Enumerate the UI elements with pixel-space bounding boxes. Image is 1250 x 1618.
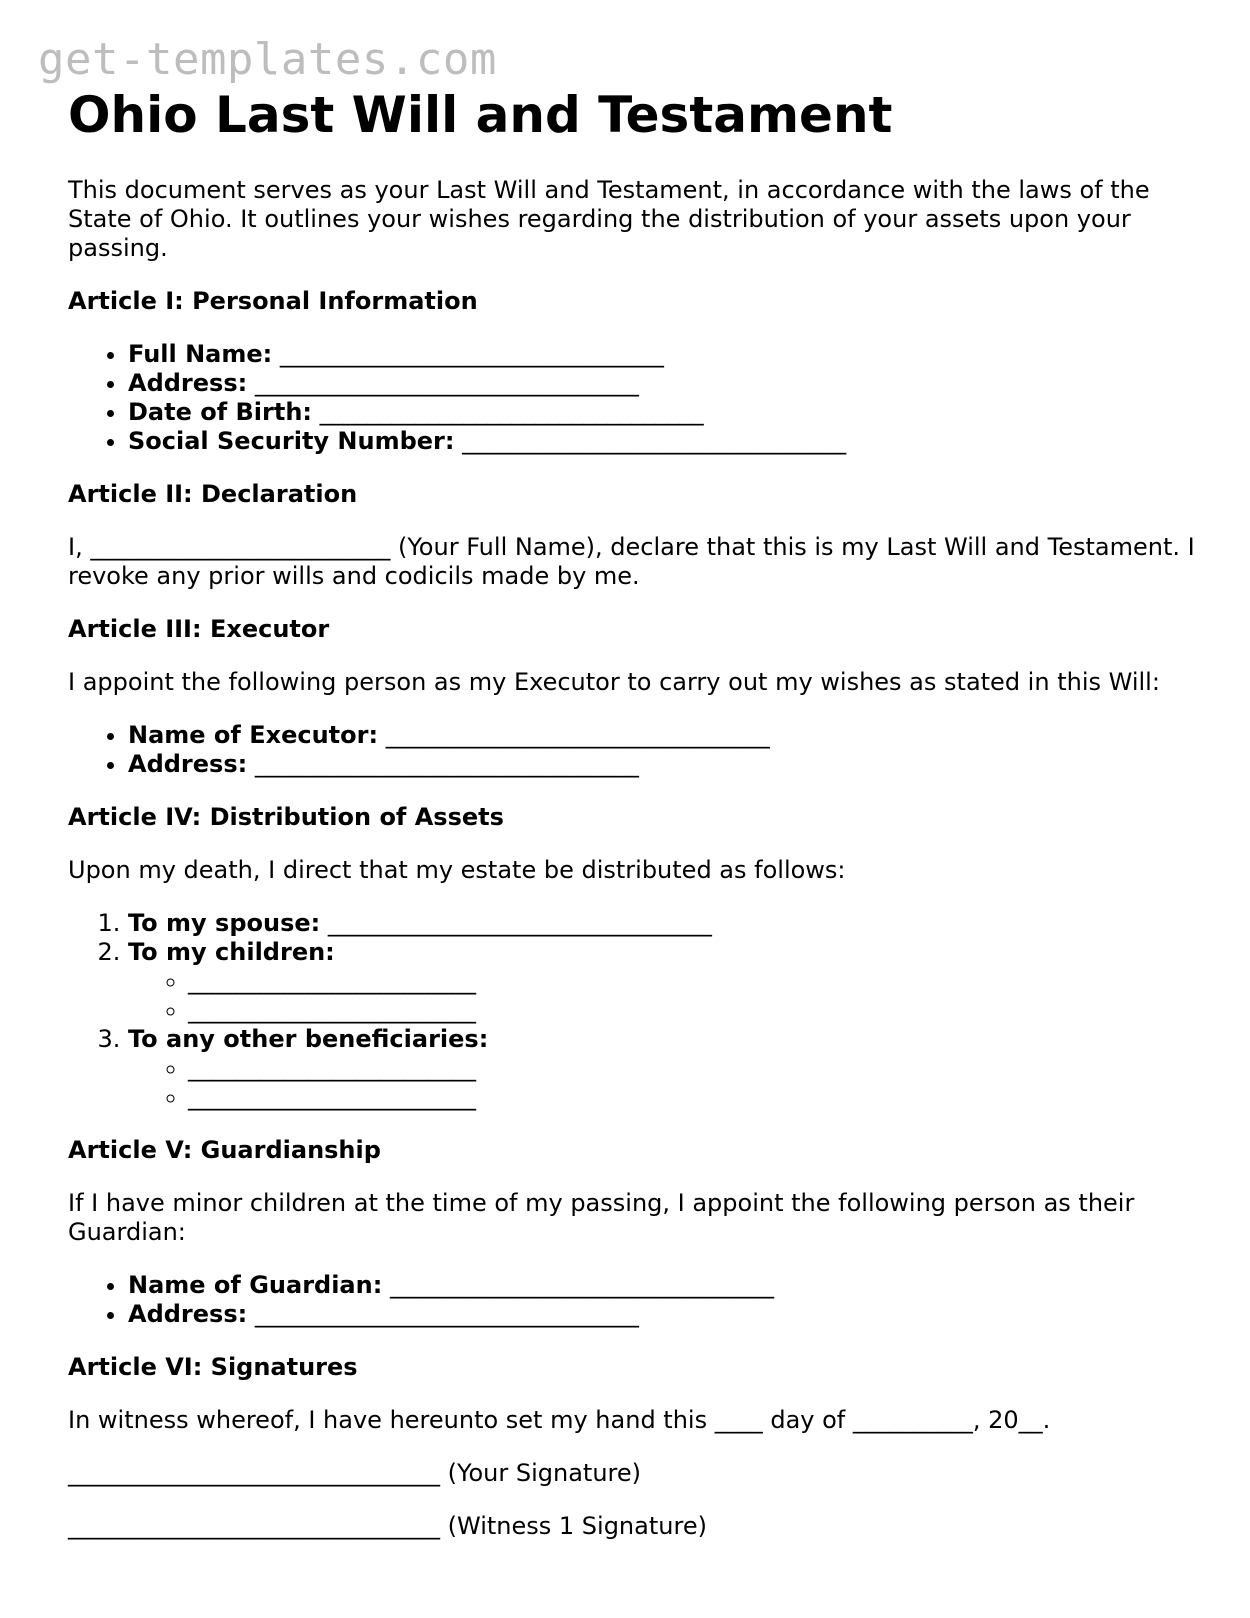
article-1-heading: Article I: Personal Information	[68, 287, 478, 315]
child-blank[interactable]: ________________________	[188, 996, 476, 1024]
beneficiary-blank[interactable]: ________________________	[188, 1083, 476, 1111]
executor-address-blank[interactable]: ________________________________	[254, 750, 639, 778]
list-item	[128, 369, 1198, 398]
signatures-section	[68, 1406, 1198, 1541]
guardian-list	[68, 1271, 1198, 1329]
guardian-name-blank[interactable]: ________________________________	[389, 1271, 774, 1299]
field-label: Name of Guardian:	[128, 1271, 383, 1299]
your-signature-blank[interactable]: _______________________________	[68, 1459, 440, 1487]
article-4-heading: Article IV: Distribution of Assets	[68, 803, 504, 831]
beneficiary-blank[interactable]: ________________________	[188, 1054, 476, 1082]
personal-info-list	[68, 340, 1198, 456]
list-item	[128, 909, 1198, 938]
distribution-paragraph: Upon my death, I direct that my estate be distributed as follows:	[68, 856, 846, 884]
spouse-blank[interactable]: ________________________________	[327, 909, 712, 937]
date-of-birth-blank[interactable]: ________________________________	[319, 398, 704, 426]
address-blank[interactable]: ________________________________	[254, 369, 639, 397]
field-label: To any other beneficiaries:	[128, 1025, 489, 1053]
article-5-heading: Article V: Guardianship	[68, 1136, 381, 1164]
children-sublist	[128, 967, 1198, 1025]
guardian-address-blank[interactable]: ________________________________	[254, 1300, 639, 1328]
witness-1-signature-blank[interactable]: _______________________________	[68, 1512, 440, 1540]
article-3-heading: Article III: Executor	[68, 615, 330, 643]
list-item	[188, 967, 1198, 996]
list-item	[188, 996, 1198, 1025]
list-item	[128, 1025, 1198, 1112]
signature-caption: (Your Signature)	[447, 1459, 642, 1487]
child-blank[interactable]: ________________________	[188, 967, 476, 995]
beneficiaries-sublist	[128, 1054, 1198, 1112]
list-item	[128, 721, 1198, 750]
executor-name-blank[interactable]: ________________________________	[385, 721, 770, 749]
list-item	[128, 427, 1198, 456]
watermark: get-templates.com	[38, 34, 497, 85]
field-label: Name of Executor:	[128, 721, 379, 749]
ssn-blank[interactable]: ________________________________	[462, 427, 847, 455]
list-item	[128, 340, 1198, 369]
signature-line	[68, 1512, 1198, 1541]
field-label: Address:	[128, 369, 248, 397]
list-item	[188, 1083, 1198, 1112]
document-body	[68, 84, 1198, 1541]
list-item	[128, 1271, 1198, 1300]
article-6-heading: Article VI: Signatures	[68, 1353, 358, 1381]
field-label: Address:	[128, 1300, 248, 1328]
field-label: To my children:	[128, 938, 335, 966]
field-label: Social Security Number:	[128, 427, 455, 455]
article-2-heading: Article II: Declaration	[68, 480, 358, 508]
guardianship-paragraph: If I have minor children at the time of my passing, I appoint the following person as their Guardian:	[68, 1189, 1135, 1246]
distribution-list	[68, 909, 1198, 1112]
list-item	[128, 750, 1198, 779]
list-item	[188, 1054, 1198, 1083]
witness-paragraph: In witness whereof, I have hereunto set my hand this ____ day of __________, 20__.	[68, 1406, 1051, 1434]
list-item	[128, 398, 1198, 427]
field-label: Date of Birth:	[128, 398, 313, 426]
field-label: Full Name:	[128, 340, 273, 368]
intro-paragraph: This document serves as your Last Will and Testament, in accordance with the laws of the State of Ohio. It outlines your wishes regarding the distribution of your assets upon your passing.	[68, 176, 1150, 262]
signature-line	[68, 1459, 1198, 1488]
list-item	[128, 1300, 1198, 1329]
signature-caption: (Witness 1 Signature)	[447, 1512, 707, 1540]
list-item	[128, 938, 1198, 1025]
field-label: Address:	[128, 750, 248, 778]
field-label: To my spouse:	[128, 909, 321, 937]
declaration-paragraph: I, _________________________ (Your Full Name), declare that this is my Last Will and Testament. I revoke any prior wills and codicils made by me.	[68, 533, 1195, 590]
document-title: Ohio Last Will and Testament	[68, 86, 893, 144]
executor-paragraph: I appoint the following person as my Executor to carry out my wishes as stated in this Will:	[68, 668, 1160, 696]
executor-list	[68, 721, 1198, 779]
full-name-blank[interactable]: ________________________________	[279, 340, 664, 368]
